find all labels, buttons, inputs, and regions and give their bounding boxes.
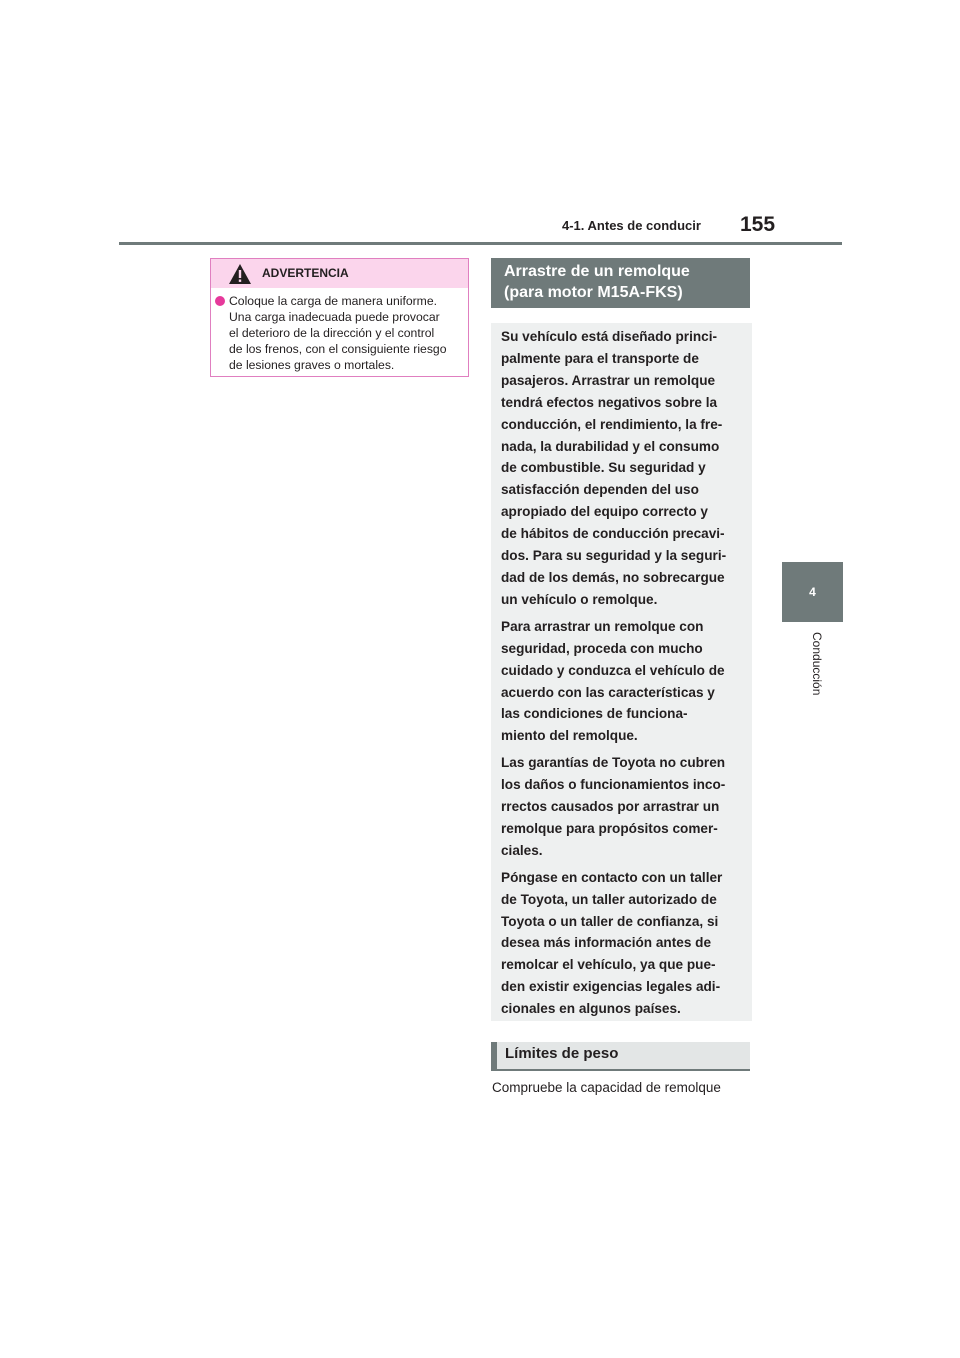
- page-number: 155: [740, 213, 776, 236]
- section-heading: [491, 258, 750, 308]
- info-text-line: Póngase en contacto con un taller: [501, 869, 723, 885]
- info-text-line: cionales en algunos países.: [501, 1001, 681, 1017]
- subheading: Límites de peso: [491, 1042, 750, 1071]
- info-text-line: un vehículo o remolque.: [501, 591, 658, 607]
- warning-title: ADVERTENCIA: [262, 266, 349, 280]
- info-text-line: conducción, el rendimiento, la fre-: [501, 416, 723, 432]
- warning-box: [210, 258, 469, 377]
- warning-text-line: de los frenos, con el consiguiente riesgo: [229, 342, 447, 356]
- warning-text-line: Coloque la carga de manera uniforme.: [229, 294, 437, 308]
- info-paragraph: [501, 867, 744, 1020]
- info-text-line: de hábitos de conducción precavi-: [501, 526, 725, 542]
- info-text-line: miento del remolque.: [501, 728, 638, 744]
- chapter-tab: 4: [782, 562, 843, 622]
- info-text-line: apropiado del equipo correcto y: [501, 504, 708, 520]
- info-paragraph: [501, 752, 744, 862]
- info-text-line: pasajeros. Arrastrar un remolque: [501, 372, 716, 388]
- info-text-line: las condiciones de funciona-: [501, 706, 688, 722]
- info-text-line: cuidado y conduzca el vehículo de: [501, 662, 725, 678]
- info-text-line: ciales.: [501, 842, 543, 858]
- info-text-line: satisfacción dependen del uso: [501, 482, 699, 498]
- info-panel: [491, 323, 752, 1021]
- chapter-label: Conducción: [810, 632, 824, 696]
- body-text: Compruebe la capacidad de remolque: [492, 1080, 721, 1095]
- info-text-line: remolcar el vehículo, ya que pue-: [501, 957, 716, 973]
- info-text-line: de combustible. Su seguridad y: [501, 460, 706, 476]
- header-divider: [119, 242, 842, 245]
- info-text-line: seguridad, proceda con mucho: [501, 640, 703, 656]
- info-text-line: Para arrastrar un remolque con: [501, 618, 704, 634]
- bullet-icon: [215, 296, 225, 306]
- warning-text-line: Una carga inadecuada puede provocar: [229, 310, 440, 324]
- info-text-line: palmente para el transporte de: [501, 350, 699, 366]
- info-text-line: nada, la durabilidad y el consumo: [501, 438, 720, 454]
- info-text-line: dos. Para su seguridad y la seguri-: [501, 548, 727, 564]
- info-text-line: rrectos causados por arrastrar un: [501, 799, 720, 815]
- section-heading-line: (para motor M15A-FKS): [504, 284, 683, 301]
- info-text-line: Su vehículo está diseñado princi-: [501, 329, 718, 344]
- warning-body: [211, 288, 468, 373]
- info-text-line: Las garantías de Toyota no cubren: [501, 755, 726, 771]
- info-text-line: tendrá efectos negativos sobre la: [501, 394, 718, 410]
- info-text-line: Toyota o un taller de confianza, si: [501, 913, 719, 929]
- warning-triangle-icon: [228, 263, 252, 285]
- info-paragraph: [501, 616, 744, 747]
- info-text-line: de Toyota, un taller autorizado de: [501, 891, 717, 907]
- section-heading-line: Arrastre de un remolque: [504, 263, 690, 280]
- info-text-line: den existir exigencias legales adi-: [501, 979, 721, 995]
- info-text-line: dad de los demás, no sobrecargue: [501, 569, 725, 585]
- section-breadcrumb: 4-1. Antes de conducir: [562, 218, 701, 233]
- warning-header: [211, 259, 468, 288]
- info-paragraph: [501, 326, 744, 611]
- info-text-line: desea más información antes de: [501, 935, 712, 951]
- warning-text-line: de lesiones graves o mortales.: [229, 358, 395, 372]
- info-text-line: los daños o funcionamientos inco-: [501, 777, 726, 793]
- warning-text-line: el deterioro de la dirección y el control: [229, 326, 435, 340]
- info-text-line: acuerdo con las características y: [501, 684, 715, 700]
- info-text-line: remolque para propósitos comer-: [501, 820, 718, 836]
